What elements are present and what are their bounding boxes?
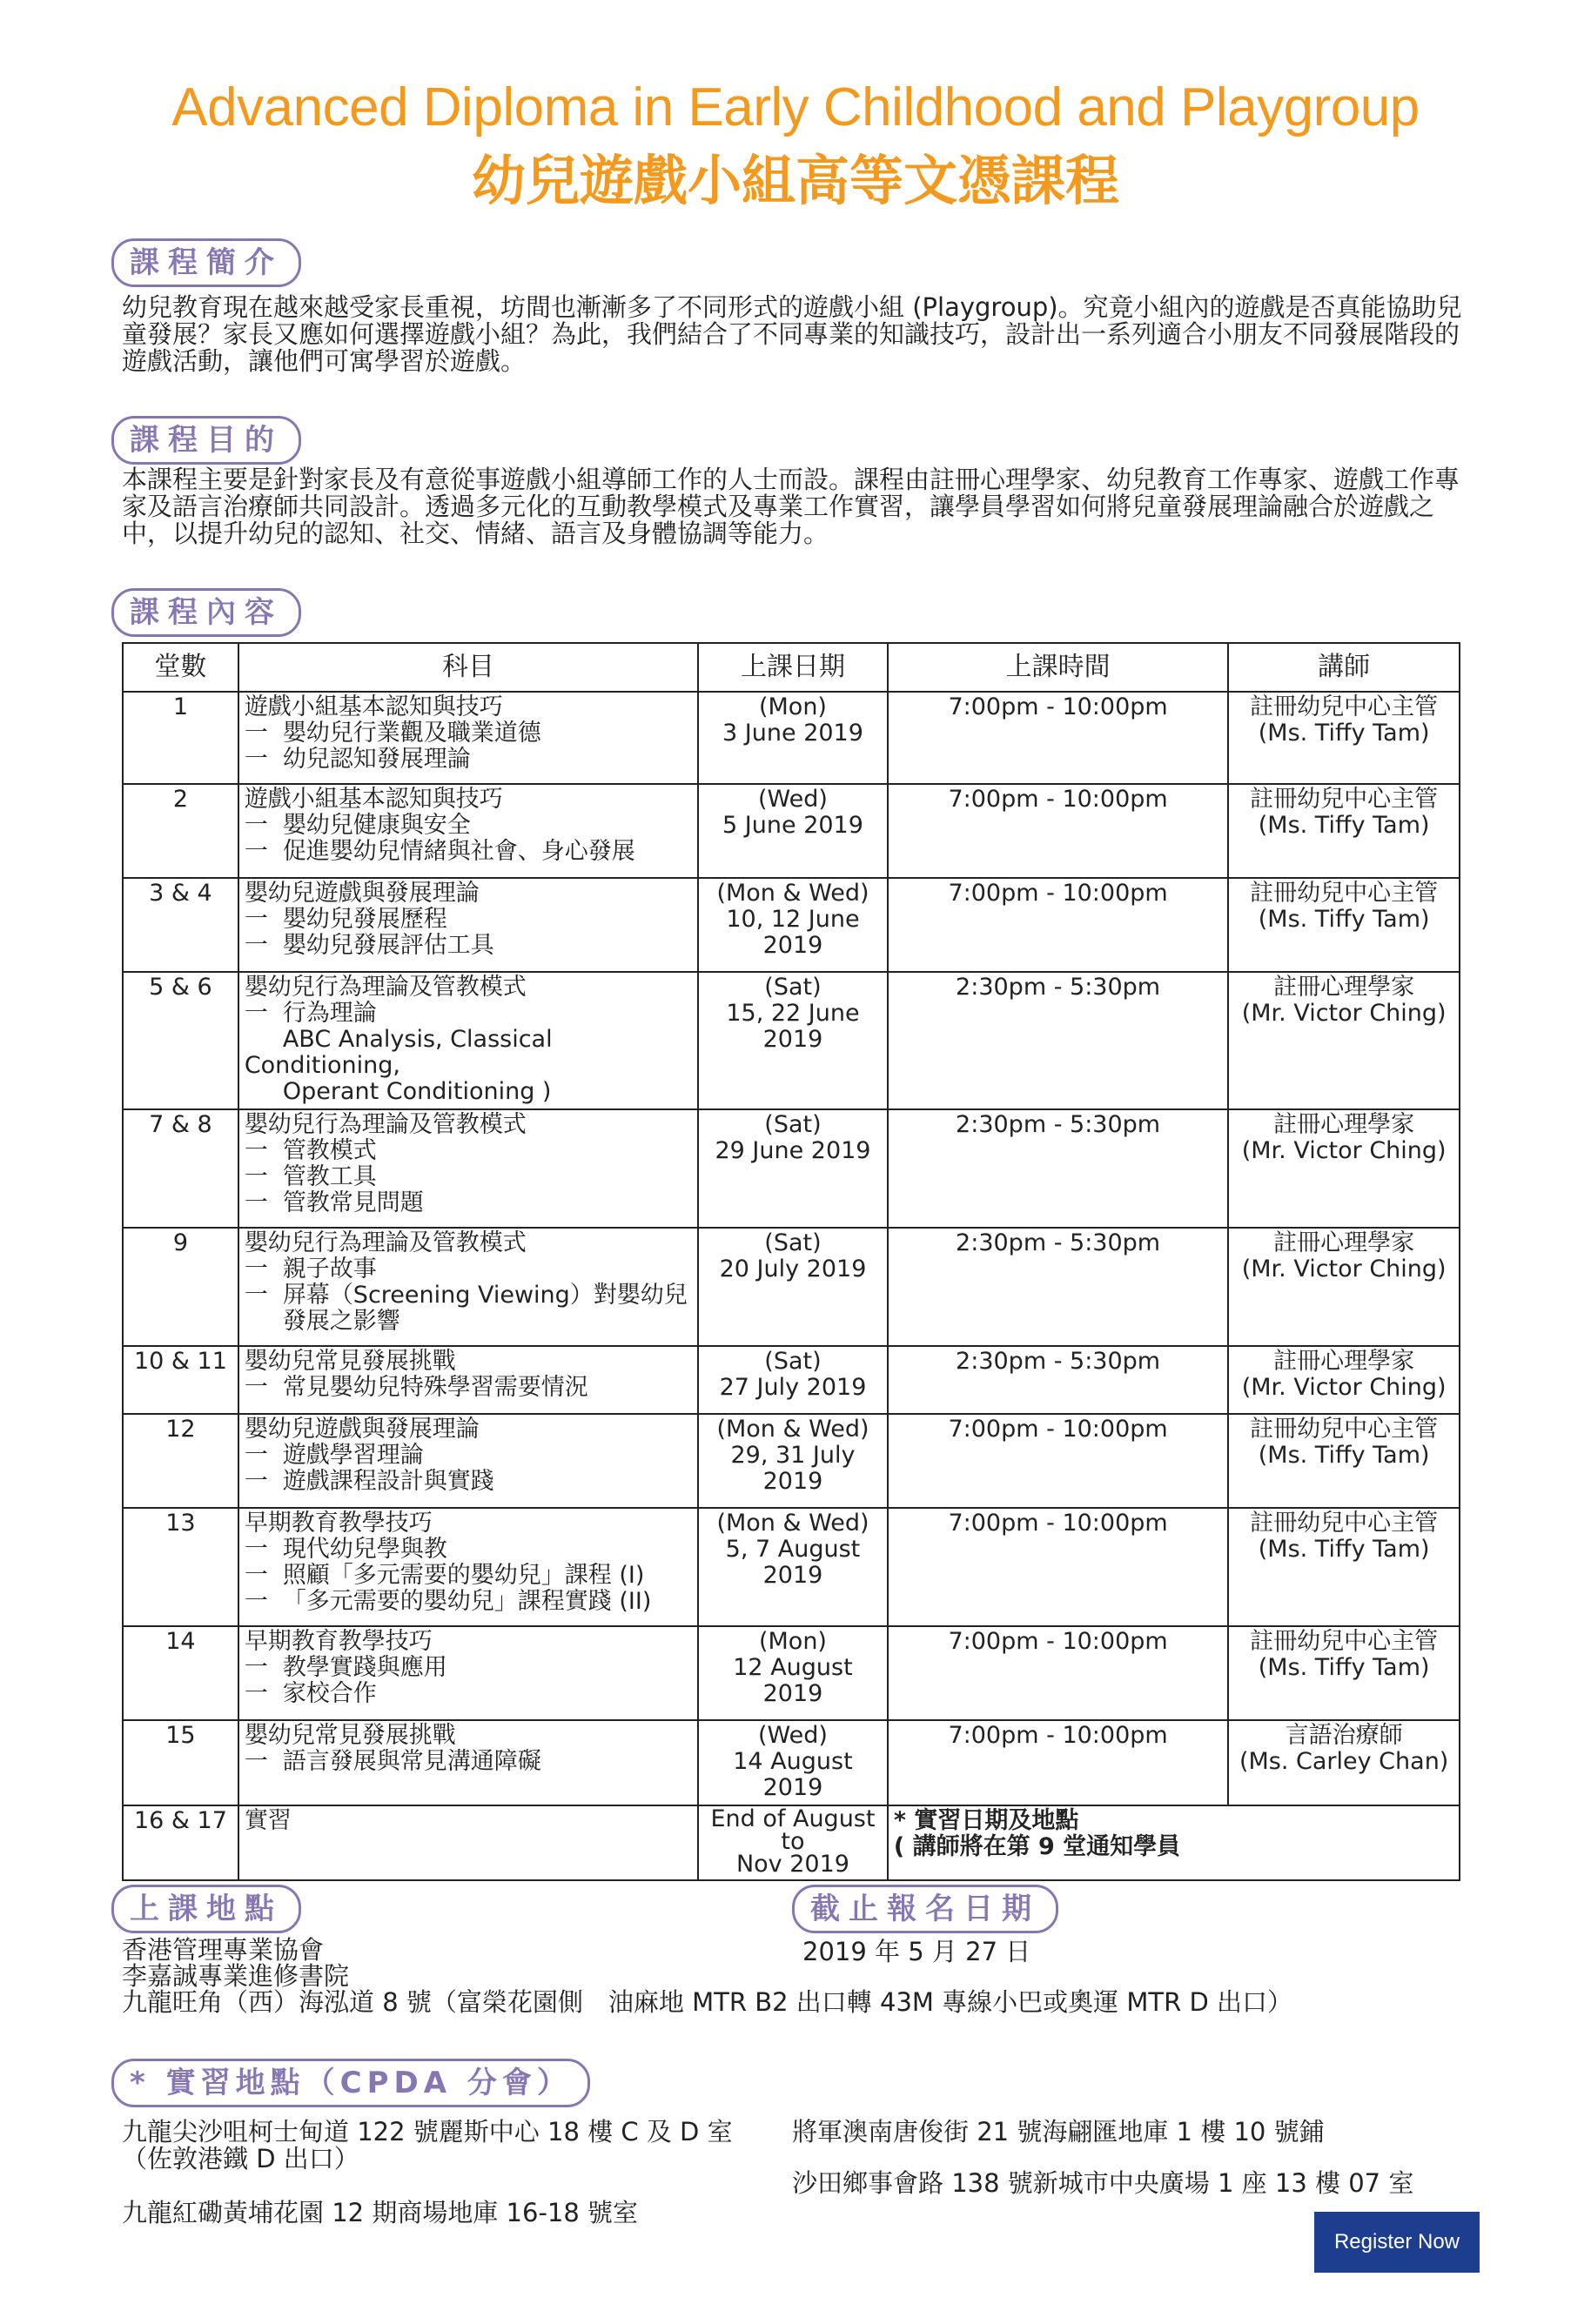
venue-line-2: 李嘉誠專業進修書院 (122, 1961, 350, 1991)
table-row-practicum (123, 1805, 1460, 1880)
lecturer-title: 註冊幼兒中心主管 (1250, 880, 1439, 907)
subtopic-item: 一 語言發展與常見溝通障礙 (244, 1748, 541, 1775)
date-cell (698, 1109, 888, 1228)
lecturer-cell (1228, 1109, 1460, 1228)
subtopic-continuation: 發展之影響 (282, 1308, 400, 1335)
venue-address: 九龍旺角（西）海泓道 8 號（富榮花園側 油麻地 MTR B2 出口轉 43M 專線小巴或奧運 MTR D 出口） (122, 1987, 1293, 2017)
lecturer-name: (Ms. Carley Chan) (1239, 1748, 1449, 1775)
section-heading-content: 課程內容 (111, 588, 301, 637)
course-date: 29 June 2019 (715, 1137, 871, 1164)
course-date: 5 June 2019 (722, 812, 863, 839)
lesson-number: 1 (123, 692, 238, 784)
date-cell (698, 1346, 888, 1414)
date-cell (698, 1720, 888, 1805)
time-cell: 7:00pm - 10:00pm (888, 1720, 1228, 1805)
subtopic-item: 一 幼兒認知發展理論 (244, 746, 471, 773)
time-cell: 7:00pm - 10:00pm (888, 784, 1228, 878)
lecturer-cell (1228, 692, 1460, 784)
course-topic: 嬰幼兒遊戲與發展理論 (244, 1416, 480, 1443)
subtopic-continuation: ABC Analysis, Classical Conditioning, (244, 1026, 553, 1079)
lesson-number: 14 (123, 1626, 238, 1720)
course-day: (Sat) (764, 1111, 822, 1138)
practicum-venue-1: 九龍尖沙咀柯士甸道 122 號麗斯中心 18 樓 C 及 D 室 (122, 2117, 733, 2147)
subject-cell (238, 1346, 698, 1414)
course-date: 5, 7 August 2019 (725, 1536, 861, 1589)
lecturer-title: 註冊幼兒中心主管 (1250, 1510, 1439, 1537)
table-row (123, 1228, 1460, 1346)
practicum-note-line-2: ( 講師將在第 9 堂通知學員 (893, 1833, 1181, 1860)
course-day: (Mon) (758, 693, 827, 720)
lecturer-cell (1228, 784, 1460, 878)
practicum-venue-4: 沙田鄉事會路 138 號新城市中央廣場 1 座 13 樓 07 室 (792, 2168, 1414, 2198)
course-day: (Mon & Wed) (716, 880, 869, 907)
subtopic-item: 一 嬰幼兒發展評估工具 (244, 932, 494, 959)
subject-cell (238, 692, 698, 784)
lesson-number: 5 & 6 (123, 972, 238, 1109)
table-row (123, 1414, 1460, 1508)
header-time: 上課時間 (888, 643, 1228, 692)
course-topic: 早期教育教學技巧 (244, 1510, 433, 1537)
subtopic-item: 一 屏幕（Screening Viewing）對嬰幼兒 (244, 1282, 688, 1309)
lecturer-title: 言語治療師 (1285, 1722, 1403, 1749)
intro-text: 幼兒教育現在越來越受家長重視，坊間也漸漸多了不同形式的遊戲小組 (Playgroup)。究竟小組內的遊戲是否真能協助兒童發展？家長又應如何選擇遊戲小組？為此，我們結合了不同專業的知識技巧，設計出一系列適合小朋友不同發展階段的遊戲活動，讓他們可寓學習於遊戲。 (122, 292, 1462, 376)
table-row (123, 1508, 1460, 1626)
course-day: (Sat) (764, 1348, 822, 1375)
subtopic-item: 一 管教常見問題 (244, 1189, 424, 1216)
subtopic-item: 一 管教工具 (244, 1163, 377, 1190)
time-cell: 7:00pm - 10:00pm (888, 878, 1228, 972)
time-cell: 2:30pm - 5:30pm (888, 1228, 1228, 1346)
title-english: Advanced Diploma in Early Childhood and Playgroup (171, 77, 1420, 137)
venue-line-1: 香港管理專業協會 (122, 1935, 325, 1965)
date-cell (698, 1508, 888, 1626)
subtopic-item: 一 行為理論 (244, 1000, 377, 1027)
date-cell (698, 1414, 888, 1508)
table-header-row (123, 643, 1460, 692)
date-cell (698, 1626, 888, 1720)
date-cell (698, 1228, 888, 1346)
subtopic-item: 一 嬰幼兒行業觀及職業道德 (244, 720, 541, 747)
date-cell (698, 692, 888, 784)
lecturer-cell (1228, 1228, 1460, 1346)
section-heading-intro: 課程簡介 (111, 238, 301, 287)
practicum-date-start: End of August to (710, 1805, 876, 1855)
course-day: (Mon) (758, 1628, 827, 1655)
table-row (123, 1109, 1460, 1228)
lesson-number: 16 & 17 (123, 1805, 238, 1880)
course-topic: 遊戲小組基本認知與技巧 (244, 786, 503, 813)
course-date: 14 August 2019 (733, 1748, 853, 1801)
subtopic-item: 一 「多元需要的嬰幼兒」課程實踐 (II) (244, 1588, 652, 1615)
header-date: 上課日期 (698, 643, 888, 692)
lecturer-title: 註冊心理學家 (1273, 1111, 1415, 1138)
lesson-number: 10 & 11 (123, 1346, 238, 1414)
practicum-venue-1-note: （佐敦港鐵 D 出口） (122, 2144, 359, 2173)
lesson-number: 13 (123, 1508, 238, 1626)
course-day: (Sat) (764, 974, 822, 1001)
lecturer-cell (1228, 1508, 1460, 1626)
course-topic: 嬰幼兒行為理論及管教模式 (244, 1111, 527, 1138)
table-row (123, 1346, 1460, 1414)
objective-text: 本課程主要是針對家長及有意從事遊戲小組導師工作的人士而設。課程由註冊心理學家、幼兒教育工作專家、遊戲工作專家及語言治療師共同設計。透過多元化的互動教學模式及專業工作實習，讓學員學習如何將兒童發展理論融合於遊戲之中，以提升幼兒的認知、社交、情緒、語言及身體協調等能力。 (122, 465, 1460, 548)
lecturer-cell (1228, 878, 1460, 972)
time-cell: 7:00pm - 10:00pm (888, 1626, 1228, 1720)
lecturer-title: 註冊心理學家 (1273, 974, 1415, 1001)
lecturer-cell (1228, 972, 1460, 1109)
time-cell: 2:30pm - 5:30pm (888, 1346, 1228, 1414)
lecturer-name: (Mr. Victor Ching) (1241, 1256, 1447, 1283)
lesson-number: 3 & 4 (123, 878, 238, 972)
table-row (123, 784, 1460, 878)
lecturer-cell (1228, 1720, 1460, 1805)
course-schedule-table (122, 642, 1460, 1881)
course-date: 27 July 2019 (719, 1374, 867, 1401)
register-now-button[interactable]: Register Now (1314, 2212, 1480, 2273)
subtopic-item: 一 管教模式 (244, 1137, 377, 1164)
course-day: (Wed) (758, 786, 828, 813)
practicum-venue-2: 九龍紅磡黃埔花園 12 期商場地庫 16-18 號室 (122, 2198, 639, 2227)
subject-cell (238, 1626, 698, 1720)
lecturer-name: (Ms. Tiffy Tam) (1258, 1442, 1430, 1469)
course-date: 15, 22 June (726, 1000, 860, 1027)
time-cell: 2:30pm - 5:30pm (888, 1109, 1228, 1228)
course-topic: 嬰幼兒常見發展挑戰 (244, 1348, 456, 1375)
table-row (123, 1720, 1460, 1805)
lecturer-cell (1228, 1626, 1460, 1720)
date-cell (698, 1805, 888, 1880)
date-cell (698, 784, 888, 878)
lecturer-title: 註冊心理學家 (1273, 1229, 1415, 1256)
lesson-number: 9 (123, 1228, 238, 1346)
course-day: (Mon & Wed) (716, 1510, 869, 1537)
subtopic-item: 一 現代幼兒學與教 (244, 1536, 447, 1563)
subject-cell (238, 784, 698, 878)
section-heading-practicum-venue: * 實習地點（CPDA 分會） (111, 2059, 590, 2107)
lecturer-name: (Ms. Tiffy Tam) (1258, 906, 1430, 933)
subtopic-item: 一 家校合作 (244, 1680, 377, 1707)
lecturer-name: (Mr. Victor Ching) (1241, 1374, 1447, 1401)
time-cell: 7:00pm - 10:00pm (888, 1508, 1228, 1626)
course-date: 12 August 2019 (733, 1654, 853, 1707)
header-subject: 科目 (238, 643, 698, 692)
lecturer-name: (Ms. Tiffy Tam) (1258, 720, 1430, 747)
practicum-venue-3: 將軍澳南唐俊街 21 號海翩匯地庫 1 樓 10 號鋪 (792, 2117, 1325, 2147)
time-cell: 7:00pm - 10:00pm (888, 692, 1228, 784)
table-row (123, 972, 1460, 1109)
section-heading-objective: 課程目的 (111, 416, 301, 465)
date-cell (698, 972, 888, 1109)
time-cell: 7:00pm - 10:00pm (888, 1414, 1228, 1508)
subject-cell (238, 972, 698, 1109)
course-date: 10, 12 June (726, 906, 860, 933)
subtopic-item: 一 教學實踐與應用 (244, 1654, 447, 1681)
date-cell (698, 878, 888, 972)
subject-cell (238, 878, 698, 972)
lesson-number: 7 & 8 (123, 1109, 238, 1228)
table-row (123, 692, 1460, 784)
lecturer-title: 註冊幼兒中心主管 (1250, 1416, 1439, 1443)
practicum-date-end: Nov 2019 (735, 1851, 849, 1878)
lecturer-cell (1228, 1346, 1460, 1414)
subtopic-item: 一 嬰幼兒健康與安全 (244, 812, 471, 839)
subject-cell (238, 1109, 698, 1228)
table-row (123, 1626, 1460, 1720)
lecturer-title: 註冊幼兒中心主管 (1250, 1628, 1439, 1655)
course-topic: 早期教育教學技巧 (244, 1628, 433, 1655)
course-topic: 嬰幼兒遊戲與發展理論 (244, 880, 480, 907)
course-day: (Mon & Wed) (716, 1416, 869, 1443)
course-day: (Wed) (758, 1722, 828, 1749)
lecturer-name: (Mr. Victor Ching) (1241, 1000, 1447, 1027)
time-cell: 2:30pm - 5:30pm (888, 972, 1228, 1109)
subject-cell (238, 1228, 698, 1346)
practicum-note-line-1: * 實習日期及地點 (893, 1807, 1079, 1834)
lesson-number: 2 (123, 784, 238, 878)
lecturer-name: (Ms. Tiffy Tam) (1258, 1536, 1430, 1563)
subject-cell (238, 1414, 698, 1508)
lesson-number: 12 (123, 1414, 238, 1508)
subtopic-item: 一 遊戲課程設計與實踐 (244, 1468, 494, 1495)
header-lesson-no: 堂數 (123, 643, 238, 692)
subtopic-item: 一 嬰幼兒發展歷程 (244, 906, 447, 933)
subtopic-item: 一 遊戲學習理論 (244, 1442, 424, 1469)
lecturer-name: (Ms. Tiffy Tam) (1258, 812, 1430, 839)
lesson-number: 15 (123, 1720, 238, 1805)
lecturer-cell (1228, 1414, 1460, 1508)
header-lecturer: 講師 (1228, 643, 1460, 692)
title-chinese: 幼兒遊戲小組高等文憑課程 (471, 149, 1119, 212)
course-date: 29, 31 July 2019 (730, 1442, 856, 1495)
course-date-year: 2019 (762, 932, 823, 959)
subject-cell: 實習 (238, 1805, 698, 1880)
lecturer-name: (Ms. Tiffy Tam) (1258, 1654, 1430, 1681)
course-topic: 遊戲小組基本認知與技巧 (244, 693, 503, 720)
lecturer-title: 註冊幼兒中心主管 (1250, 693, 1439, 720)
course-date: 3 June 2019 (722, 720, 863, 747)
section-heading-venue: 上課地點 (111, 1885, 301, 1933)
course-topic: 嬰幼兒行為理論及管教模式 (244, 1229, 527, 1256)
course-topic: 嬰幼兒常見發展挑戰 (244, 1722, 456, 1749)
deadline-date: 2019 年 5 月 27 日 (802, 1937, 1031, 1966)
lecturer-name: (Mr. Victor Ching) (1241, 1137, 1447, 1164)
subject-cell (238, 1508, 698, 1626)
course-date-year: 2019 (762, 1026, 823, 1053)
subtopic-item: 一 常見嬰幼兒特殊學習需要情況 (244, 1374, 588, 1401)
subtopic-continuation: Operant Conditioning ) (282, 1078, 552, 1105)
course-day: (Sat) (764, 1229, 822, 1256)
practicum-note (888, 1805, 1460, 1880)
section-heading-deadline: 截止報名日期 (792, 1885, 1058, 1933)
table-row (123, 878, 1460, 972)
lecturer-title: 註冊心理學家 (1273, 1348, 1415, 1375)
subtopic-item: 一 親子故事 (244, 1256, 377, 1283)
subtopic-item: 一 照顧「多元需要的嬰幼兒」課程 (I) (244, 1562, 645, 1589)
lecturer-title: 註冊幼兒中心主管 (1250, 786, 1439, 813)
course-topic: 嬰幼兒行為理論及管教模式 (244, 974, 527, 1001)
subtopic-item: 一 促進嬰幼兒情緒與社會、身心發展 (244, 838, 635, 865)
subject-cell (238, 1720, 698, 1805)
course-date: 20 July 2019 (719, 1256, 867, 1283)
